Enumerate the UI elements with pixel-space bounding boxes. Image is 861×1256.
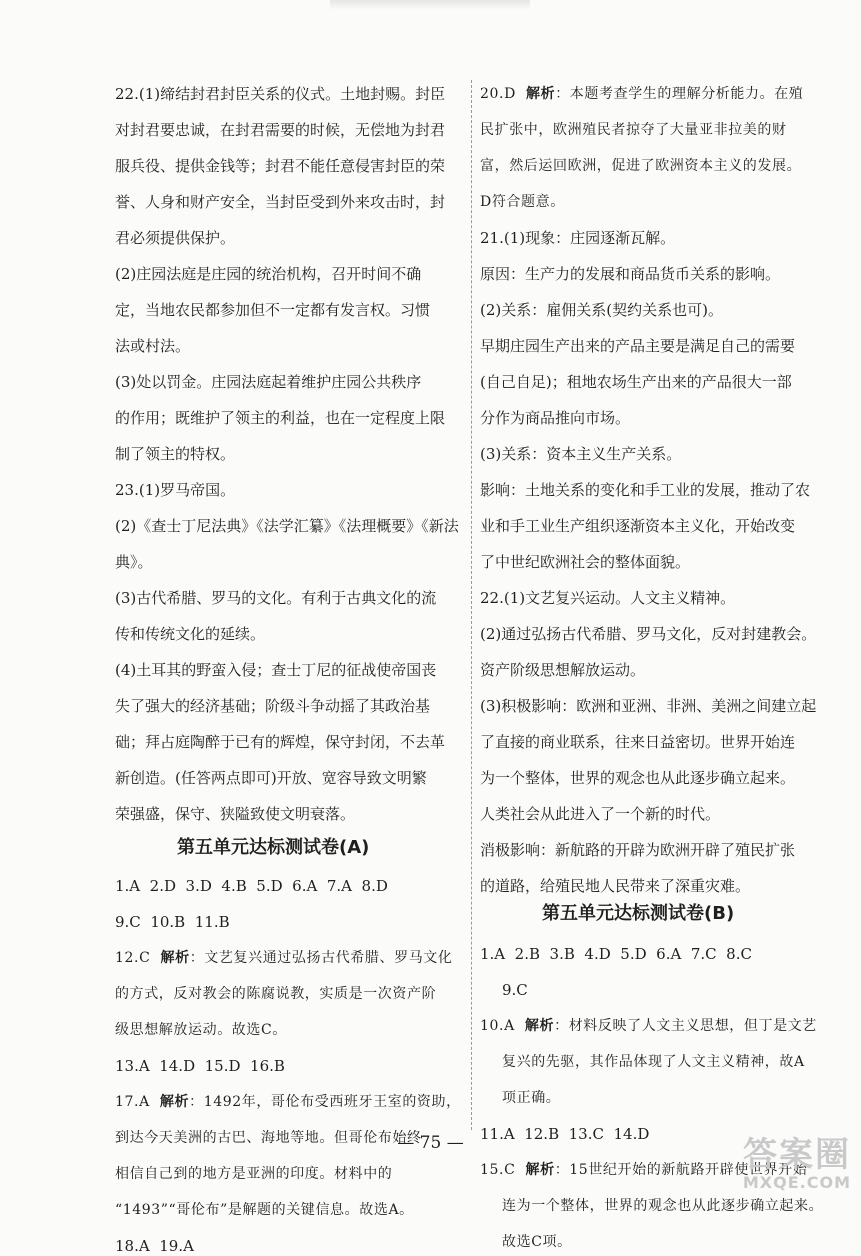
answer-key-line: 1.A 2.B 3.B 4.D 5.D 6.A 7.C 8.C [480,945,752,963]
answer-line: 誉、人身和财产安全，当封臣受到外来攻击时，封 [115,193,446,211]
explanation-line: 10.A 解析：材料反映了人文主义思想，但丁是文艺 [480,1018,817,1034]
answer-line: 了直接的商业联系，往来日益密切。世界开始连 [480,733,796,751]
watermark-logo-text: 答案圈 [743,1135,851,1175]
explanation-line: 级思想解放运动。故选C。 [115,1022,287,1038]
answer-line: 消极影响：新航路的开辟为欧洲开辟了殖民扩张 [480,841,796,859]
answer-line: 的道路，给殖民地人民带来了深重灾难。 [480,877,751,895]
answer-line: 为一个整体，世界的观念也从此逐步确立起来。 [480,769,796,787]
answer-line: 的作用；既维护了领主的利益，也在一定程度上限 [115,409,446,427]
answer-line: 业和手工业生产组织逐渐资本主义化，开始改变 [480,517,796,535]
answer-line: (3)古代希腊、罗马的文化。有利于古典文化的流 [115,589,437,607]
explanation-line: 相信自己到的地方是亚洲的印度。材料中的 [115,1166,393,1182]
answer-line: 原因：生产力的发展和商品货币关系的影响。 [480,265,781,283]
answer-line: 法或村法。 [115,337,191,355]
watermark-url: MXQE.COM [742,1173,851,1192]
analysis-label: 解析 [526,86,556,102]
answer-line: (3)积极影响：欧洲和亚洲、非洲、美洲之间建立起 [480,697,817,715]
answer-line: 资产阶级思想解放运动。 [480,661,646,679]
section-heading-unit5-a: 第五单元达标测试卷(A) [177,837,370,858]
answer-line: (4)土耳其的野蛮入侵；查士丁尼的征战使帝国丧 [115,661,437,679]
explanation-line: 复兴的先驱，其作品体现了人文主义精神，故A [502,1054,805,1070]
answer-line: 失了强大的经济基础；阶级斗争动摇了其政治基 [115,697,431,715]
answer-line: 新创造。(任答两点即可)开放、宽容导致文明繁 [115,769,427,787]
answer-line: (3)关系：资本主义生产关系。 [480,445,682,463]
answer-line: 典》。 [115,553,153,571]
explanation-line: 17.A 解析：1492年，哥伦布受西班牙王室的资助， [115,1094,461,1110]
answer-key-line: 11.A 12.B 13.C 14.D [480,1125,650,1143]
site-watermark [743,1136,851,1192]
answer-line: 服兵役、提供金钱等；封君不能任意侵害封臣的荣 [115,157,446,175]
analysis-label: 解析 [160,950,190,966]
explanation-line: 12.C 解析：文艺复兴通过弘扬古代希腊、罗马文化 [115,950,453,966]
explanation-line: D符合题意。 [480,194,565,210]
answer-line: 君必须提供保护。 [115,229,236,247]
scan-top-shadow [330,0,530,10]
answer-line: (2)通过弘扬古代希腊、罗马文化，反对封建教会。 [480,625,817,643]
answer-line: 21.(1)现象：庄园逐渐瓦解。 [480,229,676,247]
analysis-label: 解析 [525,1162,555,1178]
analysis-label: 解析 [524,1018,555,1034]
explanation-line: 民扩张中，欧洲殖民者掠夺了大量亚非拉美的财 [480,122,787,138]
answer-line: (2)关系：雇佣关系(契约关系也可)。 [480,301,723,319]
answer-line: 早期庄园生产出来的产品主要是满足自己的需要 [480,337,796,355]
answer-line: 影响：土地关系的变化和手工业的发展，推动了农 [480,481,811,499]
explanation-line: 故选C项。 [502,1234,572,1250]
column-divider [471,80,472,1130]
answer-line: 22.(1)缔结封君封臣关系的仪式。土地封赐。封臣 [115,85,446,103]
answer-line: 础；拜占庭陶醉于已有的辉煌，保守封闭，不去革 [115,733,446,751]
explanation-line: 20.D 解析：本题考查学生的理解分析能力。在殖 [480,86,804,102]
answer-line: (2)《查士丁尼法典》《法学汇纂》《法理概要》《新法 [115,517,459,535]
explanation-line: 富，然后运回欧洲，促进了欧洲资本主义的发展。 [480,158,802,174]
answer-line: 23.(1)罗马帝国。 [115,481,236,499]
explanation-line: 的方式，反对教会的陈腐说教，实质是一次资产阶 [115,986,437,1002]
answer-line: 分作为商品推向市场。 [480,409,631,427]
explanation-line: “1493”“哥伦布”是解题的关键信息。故选A。 [115,1202,414,1218]
answer-line: (自己自足)；租地农场生产出来的产品很大一部 [480,373,792,391]
answer-line: 定，当地农民都参加但不一定都有发言权。习惯 [115,301,431,319]
answer-line: (2)庄园法庭是庄园的统治机构，召开时间不确 [115,265,422,283]
explanation-line: 到达今天美洲的古巴、海地等地。但哥伦布始终 [115,1130,422,1146]
answer-line: (3)处以罚金。庄园法庭起着维护庄园公共秩序 [115,373,422,391]
section-heading-unit5-b: 第五单元达标测试卷(B) [542,903,735,924]
answer-key-line: 13.A 14.D 15.D 16.B [115,1057,285,1075]
answer-key-line: 1.A 2.D 3.D 4.B 5.D 6.A 7.A 8.D [115,877,388,895]
answer-line: 人类社会从此进入了一个新的时代。 [480,805,721,823]
answer-line: 荣强盛，保守、狭隘致使文明衰落。 [115,805,356,823]
page-number: — 75 — [397,1133,464,1153]
answer-line: 了中世纪欧洲社会的整体面貌。 [480,553,691,571]
answer-key-line: 9.C [502,981,528,999]
answer-key-line: 9.C 10.B 11.B [115,913,230,931]
explanation-line: 15.C 解析：15世纪开始的新航路开辟使世界开始 [480,1162,808,1178]
explanation-line: 连为一个整体，世界的观念也从此逐步确立起来。 [502,1198,824,1214]
answer-line: 对封君要忠诚，在封君需要的时候，无偿地为封君 [115,121,446,139]
analysis-label: 解析 [159,1094,190,1110]
explanation-line: 项正确。 [502,1090,561,1106]
answer-line: 制了领主的特权。 [115,445,236,463]
answer-line: 传和传统文化的延续。 [115,625,266,643]
answer-key-line: 18.A 19.A [115,1237,194,1255]
answer-line: 22.(1)文艺复兴运动。人文主义精神。 [480,589,736,607]
